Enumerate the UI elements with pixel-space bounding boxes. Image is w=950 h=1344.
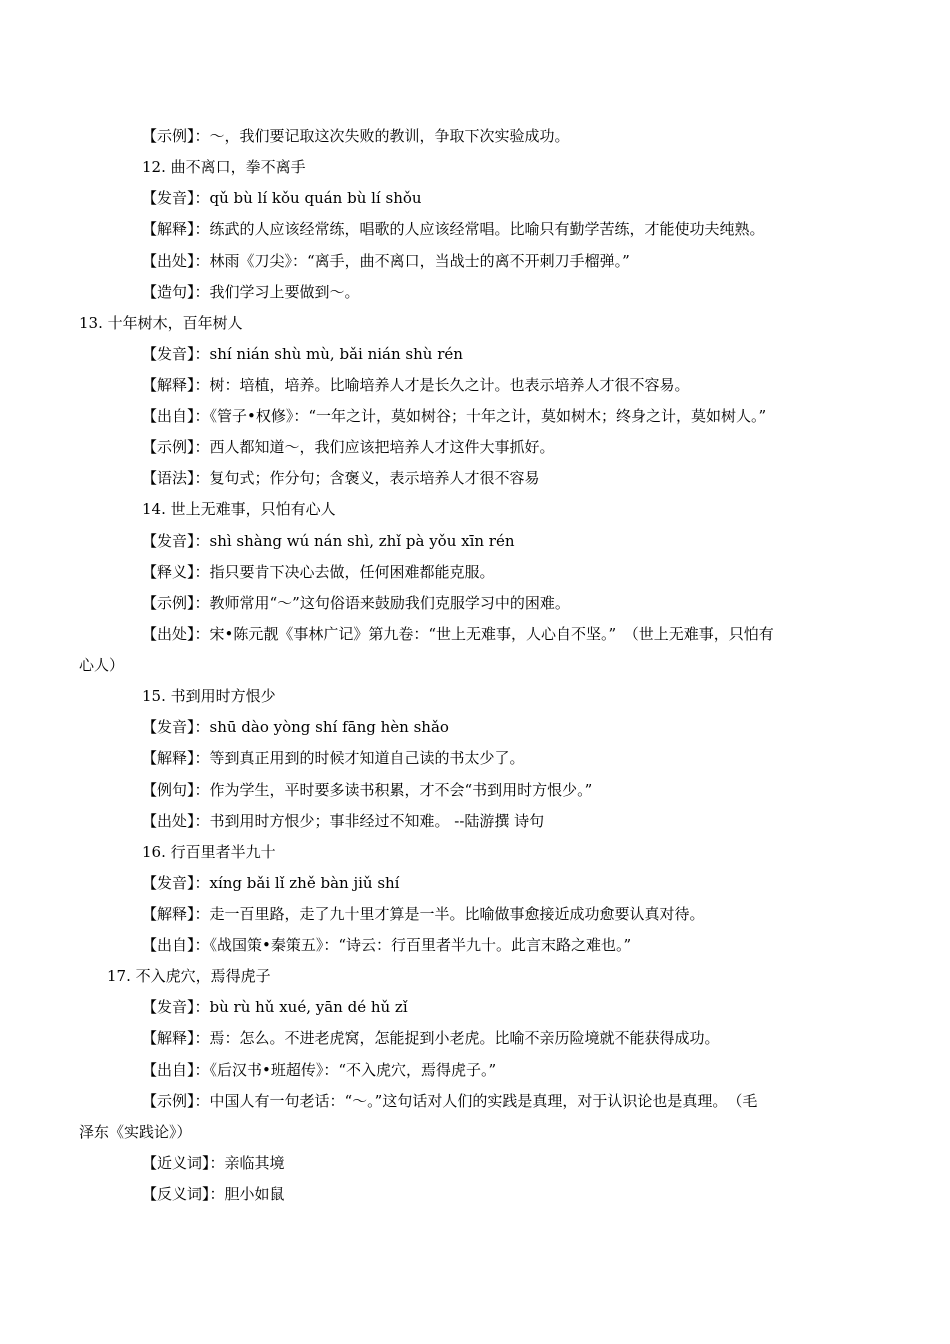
text-line: 【出处】：书到用时方恨少；事非经过不知难。 --陆游撰 诗句 xyxy=(142,812,545,830)
idiom-title: 15. 书到用时方恨少 xyxy=(142,687,276,705)
text-line: 【发音】：shū dào yòng shí fāng hèn shǎo xyxy=(142,718,449,736)
text-line: 【出自】：《管子•权修》：“一年之计，莫如树谷；十年之计，莫如树木；终身之计，莫如树人。” xyxy=(142,407,767,425)
text-line: 【出处】：林雨《刀尖》：“离手，曲不离口，当战士的离不开刺刀手榴弹。” xyxy=(142,252,630,270)
idiom-title: 12. 曲不离口，拳不离手 xyxy=(142,158,306,176)
text-line: 【示例】：～，我们要记取这次失败的教训，争取下次实验成功。 xyxy=(142,127,570,145)
text-line: 【示例】：教师常用“～”这句俗语来鼓励我们克服学习中的困难。 xyxy=(142,594,570,612)
text-line: 【出处】：宋•陈元靓《事林广记》第九卷：“世上无难事，人心自不坚。” （世上无难事，只怕有 xyxy=(142,625,774,643)
text-line: 【解释】：练武的人应该经常练，唱歌的人应该经常唱。比喻只有勤学苦练，才能使功夫纯熟。 xyxy=(142,220,765,238)
text-line: 【造句】：我们学习上要做到～。 xyxy=(142,283,360,301)
text-line: 【发音】：bù rù hǔ xué, yān dé hǔ zǐ xyxy=(142,998,408,1016)
text-line: 【发音】：xíng bǎi lǐ zhě bàn jiǔ shí xyxy=(142,874,400,892)
idiom-title: 14. 世上无难事，只怕有心人 xyxy=(142,500,336,518)
text-line: 【发音】：qǔ bù lí kǒu quán bù lí shǒu xyxy=(142,189,422,207)
text-line: 【解释】：走一百里路，走了九十里才算是一半。比喻做事愈接近成功愈要认真对待。 xyxy=(142,905,705,923)
text-line: 【发音】：shí nián shù mù, bǎi nián shù rén xyxy=(142,345,463,363)
text-line: 【出自】：《战国策•秦策五》：“诗云：行百里者半九十。此言末路之难也。” xyxy=(142,936,632,954)
text-line: 【语法】：复句式；作分句；含褒义，表示培养人才很不容易 xyxy=(142,469,540,487)
text-line: 【示例】：西人都知道～，我们应该把培养人才这件大事抓好。 xyxy=(142,438,555,456)
text-line: 【出自】：《后汉书•班超传》：“不入虎穴，焉得虎子。” xyxy=(142,1061,497,1079)
text-line: 【例句】：作为学生，平时要多读书积累，才不会“书到用时方恨少。” xyxy=(142,781,593,799)
text-line: 【示例】：中国人有一句老话：“～。”这句话对人们的实践是真理，对于认识论也是真理。 （毛 xyxy=(142,1092,758,1110)
text-line: 【近义词】：亲临其境 xyxy=(142,1154,285,1172)
idiom-title: 13. 十年树木，百年树人 xyxy=(79,314,243,332)
text-line-continued: 心人） xyxy=(79,656,125,674)
text-line-continued: 泽东《实践论》） xyxy=(79,1123,192,1141)
text-line: 【解释】：焉：怎么。不进老虎窝，怎能捉到小老虎。比喻不亲历险境就不能获得成功。 xyxy=(142,1029,720,1047)
idiom-title: 17. 不入虎穴，焉得虎子 xyxy=(107,967,271,985)
text-line: 【发音】：shì shàng wú nán shì, zhǐ pà yǒu xīn rén xyxy=(142,532,515,550)
text-line: 【解释】：树：培植，培养。比喻培养人才是长久之计。也表示培养人才很不容易。 xyxy=(142,376,690,394)
text-line: 【释义】：指只要肯下决心去做，任何困难都能克服。 xyxy=(142,563,495,581)
text-line: 【反义词】：胆小如鼠 xyxy=(142,1185,285,1203)
idiom-title: 16. 行百里者半九十 xyxy=(142,843,276,861)
text-line: 【解释】：等到真正用到的时候才知道自己读的书太少了。 xyxy=(142,749,525,767)
